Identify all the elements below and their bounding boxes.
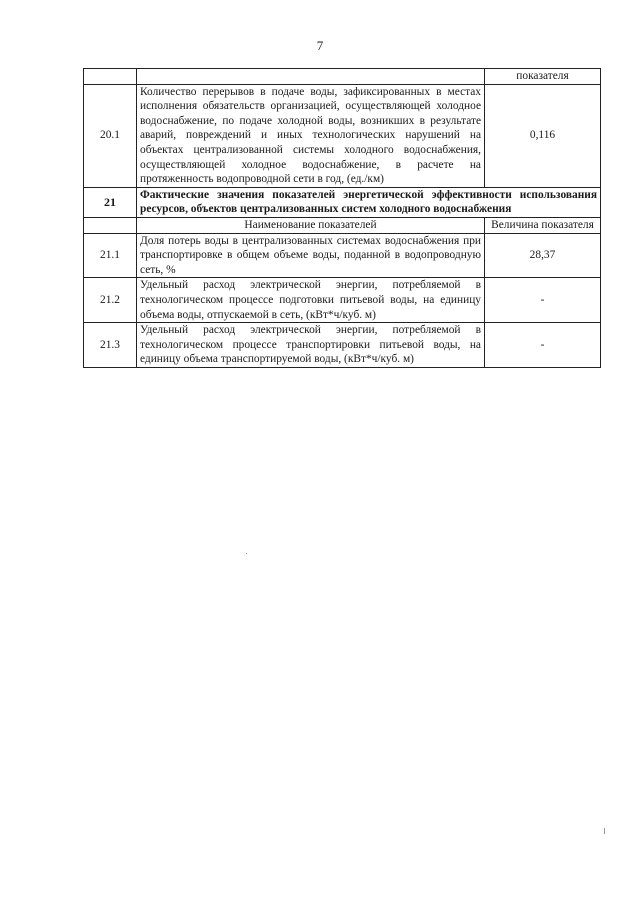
section-title: Фактические значения показателей энергетической эффективности использования ресурсов, объектов централизованных систем холодного водоснабжения [137,187,601,217]
scan-speck [246,553,247,554]
empty-cell [137,69,485,85]
row-value: 28,37 [485,233,601,278]
section-header-row [84,187,601,217]
row-description: Количество перерывов в подаче воды, зафиксированных в местах исполнения обязательств организацией, осуществляющей холодное водоснабжение, по подаче холодной воды, возникших в результате аварий, повреждений и иных технологических нарушений на объектах централизованной системы холодного водоснабжения, осуществляющей холодное водоснабжение, в расчете на протяженность водопроводной сети в год, (ед./км) [137,84,485,187]
row-number: 21.3 [84,323,137,368]
table-continuation-row [84,69,601,85]
section-number: 21 [84,187,137,217]
row-number: 21.1 [84,233,137,278]
row-number: 20.1 [84,84,137,187]
empty-cell [84,217,137,233]
row-value: - [485,323,601,368]
page-number: 7 [316,38,324,53]
row-value: - [485,278,601,323]
column-header-value: Величина показателя [485,217,601,233]
row-value: 0,116 [485,84,601,187]
table-row [84,84,601,187]
table-row [84,278,601,323]
table-row [84,323,601,368]
indicators-table [83,68,601,368]
scan-speck [604,828,605,834]
row-number: 21.2 [84,278,137,323]
row-description: Доля потерь воды в централизованных системах водоснабжения при транспортировке в общем объеме воды, поданной в водопроводную сеть, % [137,233,485,278]
columns-header-row [84,217,601,233]
empty-cell [84,69,137,85]
value-header-tail: показателя [485,69,601,85]
row-description: Удельный расход электрической энергии, потребляемой в технологическом процессе подготовки питьевой воды, на единицу объема воды, отпускаемой в сеть, (кВт*ч/куб. м) [137,278,485,323]
column-header-name: Наименование показателей [137,217,485,233]
table-row [84,233,601,278]
row-description: Удельный расход электрической энергии, потребляемой в технологическом процессе транспортировки питьевой воды, на единицу объема транспортируемой воды, (кВт*ч/куб. м) [137,323,485,368]
